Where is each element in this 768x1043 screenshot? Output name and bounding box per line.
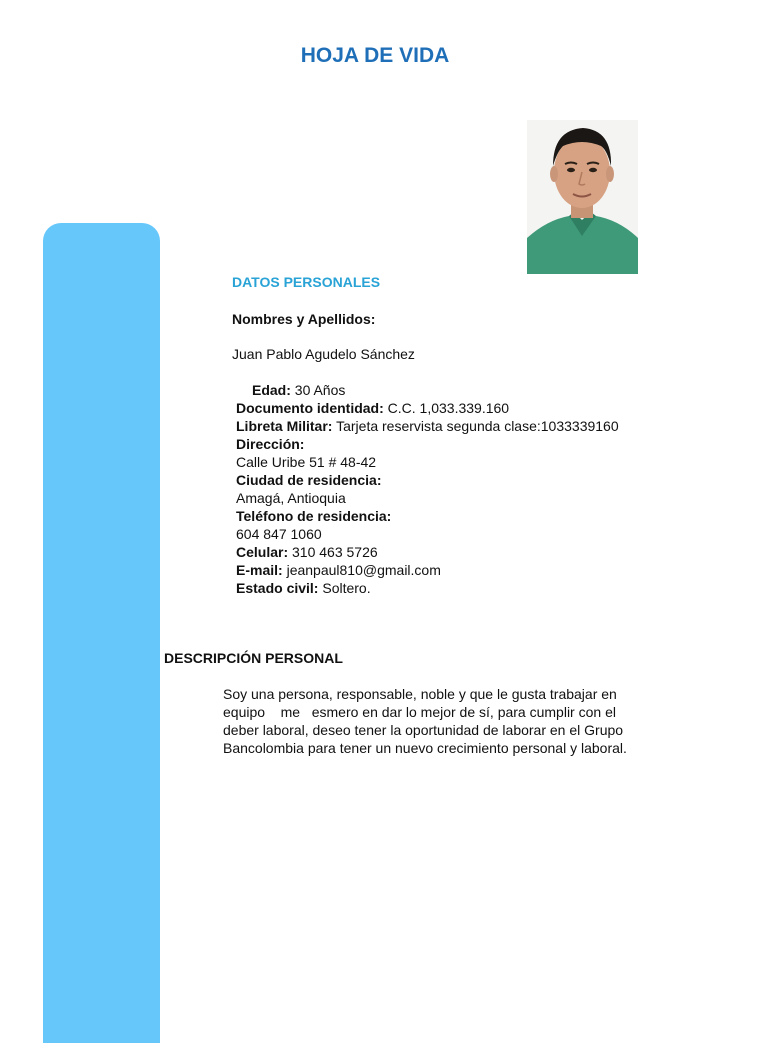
address-label-row <box>236 435 619 453</box>
phone-value-row <box>236 525 619 543</box>
names-value: Juan Pablo Agudelo Sánchez <box>232 346 415 362</box>
id-row <box>236 399 619 417</box>
age-label: Edad: <box>252 382 291 398</box>
civil-status-label: Estado civil: <box>236 580 319 596</box>
id-label: Documento identidad: <box>236 400 384 416</box>
description-line: Bancolombia para tener un nuevo crecimiento personal y laboral. <box>223 740 627 756</box>
personal-data-heading: DATOS PERSONALES <box>232 274 381 290</box>
profile-photo-illustration <box>527 120 638 274</box>
mobile-row <box>236 543 619 561</box>
civil-status-value: Soltero. <box>322 580 371 596</box>
email-label: E-mail: <box>236 562 283 578</box>
description-line: equipo me esmero en dar lo mejor de sí, para cumplir con el <box>223 704 616 720</box>
page-title: HOJA DE VIDA <box>300 44 450 67</box>
city-label-row <box>236 471 619 489</box>
phone-value: 604 847 1060 <box>236 526 322 542</box>
city-label: Ciudad de residencia: <box>236 472 382 488</box>
military-label: Libreta Militar: <box>236 418 333 434</box>
id-value: C.C. 1,033.339.160 <box>387 400 510 416</box>
phone-label: Teléfono de residencia: <box>236 508 392 524</box>
description-line: Soy una persona, responsable, noble y que le gusta trabajar en <box>223 686 617 702</box>
city-value-row <box>236 489 619 507</box>
city-value: Amagá, Antioquia <box>236 490 346 506</box>
military-row <box>236 417 619 435</box>
address-value-row <box>236 453 619 471</box>
mobile-value: 310 463 5726 <box>292 544 378 560</box>
address-value: Calle Uribe 51 # 48-42 <box>236 454 377 470</box>
description-line: deber laboral, deseo tener la oportunidad de laborar en el Grupo <box>223 722 624 738</box>
personal-details <box>236 381 619 597</box>
civil-status-row <box>236 579 619 597</box>
address-label: Dirección: <box>236 436 305 452</box>
age-row <box>236 381 619 399</box>
military-value: Tarjeta reservista segunda clase:1033339160 <box>336 418 619 434</box>
description-heading: DESCRIPCIÓN PERSONAL <box>164 650 343 666</box>
email-row <box>236 561 619 579</box>
profile-photo <box>527 120 638 274</box>
names-label: Nombres y Apellidos: <box>232 311 376 327</box>
age-value: 30 Años <box>294 382 346 398</box>
mobile-label: Celular: <box>236 544 289 560</box>
decorative-side-bar <box>43 223 160 1043</box>
description-text <box>223 685 663 757</box>
email-value: jeanpaul810@gmail.com <box>286 562 441 578</box>
phone-label-row <box>236 507 619 525</box>
